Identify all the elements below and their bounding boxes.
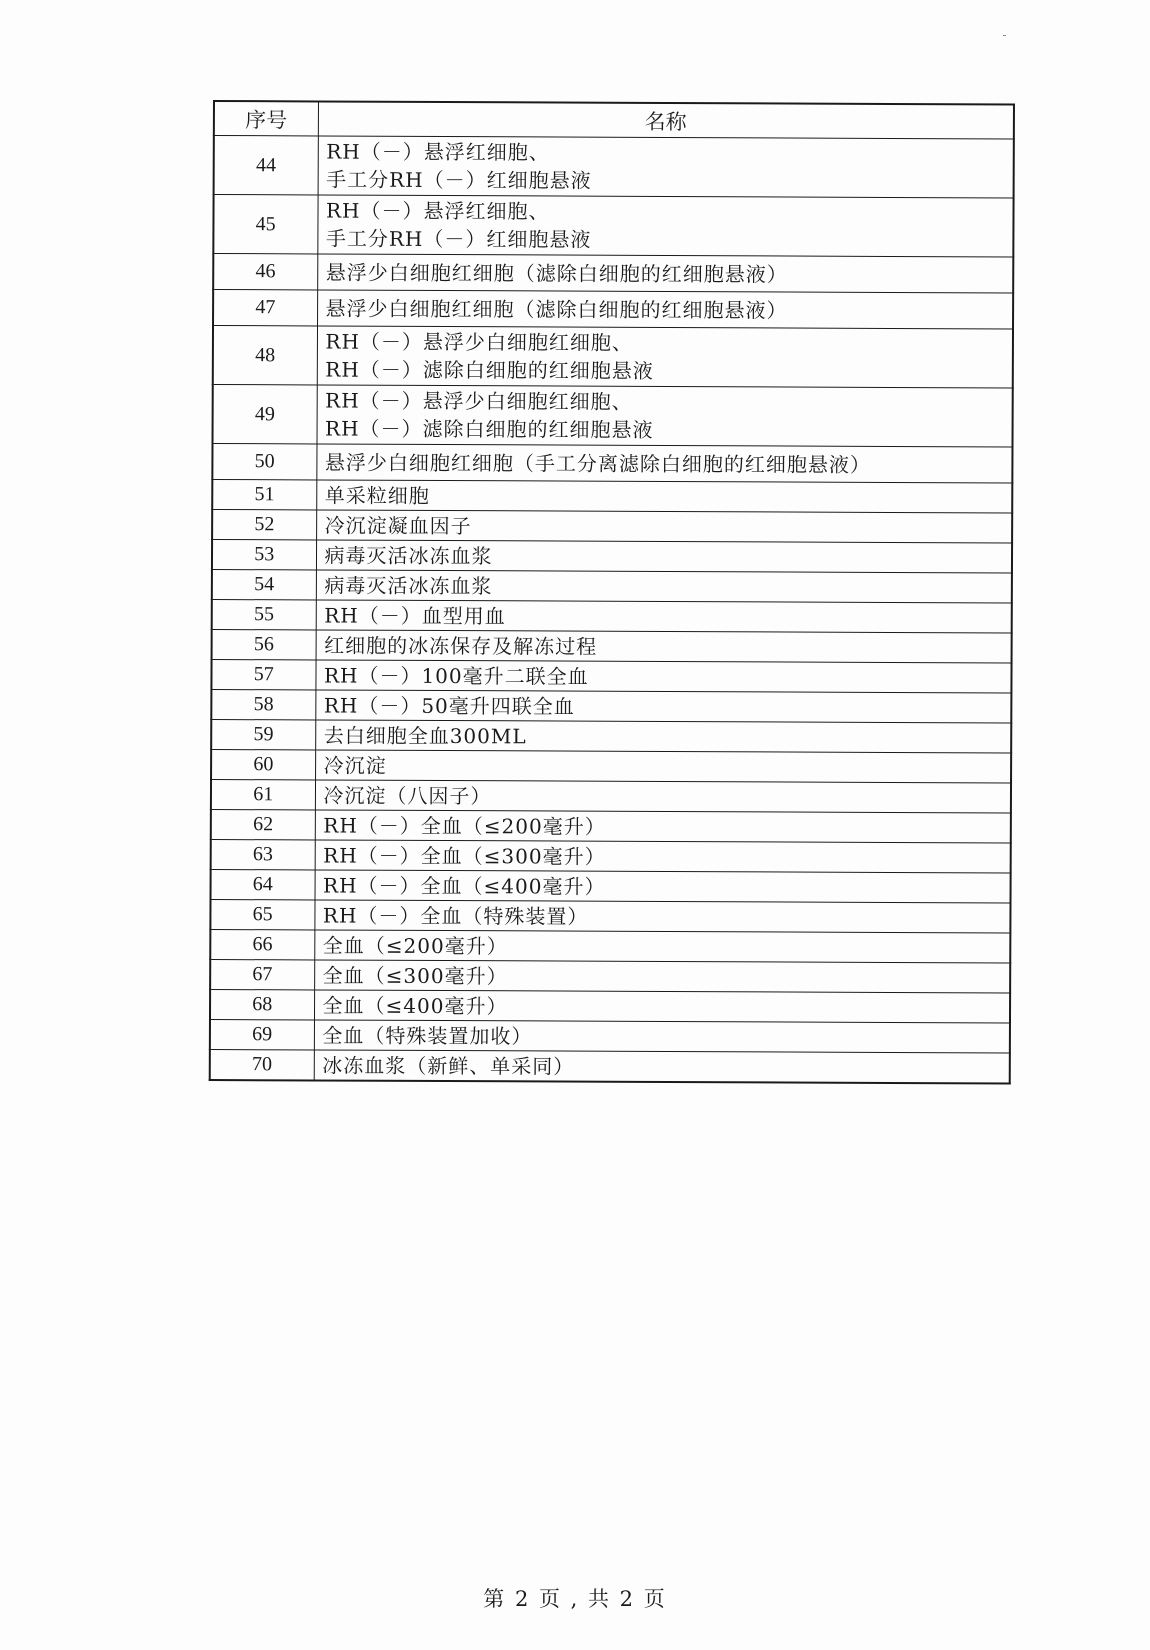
row-product-name <box>315 690 1011 723</box>
row-product-name <box>316 480 1012 513</box>
row-serial-number: 49 <box>213 385 317 444</box>
table-row <box>210 989 1010 1022</box>
table-row <box>210 1049 1010 1083</box>
row-serial-number: 67 <box>210 959 314 989</box>
product-name-line: 手工分RH（－）红细胞悬液 <box>325 226 592 252</box>
row-serial-number: 57 <box>211 659 315 689</box>
row-serial-number: 53 <box>212 540 316 570</box>
row-serial-number: 59 <box>211 719 315 749</box>
row-product-name <box>314 1020 1010 1053</box>
product-name-line: 悬浮少白细胞红细胞（滤除白细胞的红细胞悬液） <box>325 295 788 323</box>
table-row <box>210 959 1010 992</box>
row-product-name <box>315 780 1011 813</box>
row-product-name <box>317 385 1013 447</box>
table-row <box>212 569 1012 602</box>
table-header <box>214 101 1014 139</box>
table-row <box>212 599 1012 632</box>
row-product-name <box>316 570 1012 603</box>
product-name-line: 全血（≤300毫升） <box>322 962 508 988</box>
table-row <box>210 899 1010 932</box>
row-product-name <box>316 630 1012 663</box>
row-product-name <box>317 290 1013 329</box>
row-serial-number: 58 <box>211 689 315 719</box>
product-name-line: RH（－）滤除白细胞的红细胞悬液 <box>325 416 654 442</box>
product-name-line: 全血（≤200毫升） <box>322 932 508 958</box>
product-name-line: RH（－）悬浮红细胞、 <box>325 198 550 224</box>
row-serial-number: 62 <box>211 809 315 839</box>
row-serial-number: 51 <box>212 480 316 510</box>
table-row <box>212 629 1012 662</box>
product-name-line: 冰冻血浆（新鲜、单采同） <box>322 1052 575 1079</box>
product-name-line: RH（－）全血（≤200毫升） <box>323 812 606 839</box>
row-product-name <box>314 990 1010 1023</box>
row-product-name <box>317 254 1013 293</box>
row-serial-number: 50 <box>212 444 316 480</box>
product-name-line: 全血（特殊装置加收） <box>322 1022 533 1048</box>
header-serial-number: 序号 <box>214 101 318 136</box>
row-product-name <box>314 900 1010 933</box>
table-row <box>210 929 1010 962</box>
product-name-line: 病毒灭活冰冻血浆 <box>324 542 493 568</box>
product-name-line: RH（－）全血（≤300毫升） <box>323 842 606 869</box>
table-row <box>211 779 1011 812</box>
product-name-line: 悬浮少白细胞红细胞（手工分离滤除白细胞的红细胞悬液） <box>324 449 871 477</box>
product-name-line: RH（－）全血（特殊装置） <box>322 902 589 929</box>
product-name-line: RH（－）100毫升二联全血 <box>323 662 589 689</box>
table-row <box>211 809 1011 842</box>
product-name-line: RH（－）50毫升四联全血 <box>323 692 575 719</box>
row-serial-number: 55 <box>212 599 316 629</box>
scan-speck <box>1003 35 1006 36</box>
product-name-line: 红细胞的冰冻保存及解冻过程 <box>324 632 598 659</box>
product-name-line: 单采粒细胞 <box>324 482 430 508</box>
table-row <box>211 689 1011 722</box>
row-serial-number: 60 <box>211 749 315 779</box>
row-serial-number: 70 <box>210 1049 314 1080</box>
row-product-name <box>316 444 1012 483</box>
table-row <box>212 510 1012 543</box>
product-name-line: 冷沉淀 <box>323 752 387 778</box>
table-row <box>212 480 1012 513</box>
table-body <box>210 136 1014 1084</box>
table-row <box>213 290 1013 329</box>
row-serial-number: 52 <box>212 510 316 540</box>
row-product-name <box>315 810 1011 843</box>
row-product-name <box>316 540 1012 573</box>
row-product-name <box>315 720 1011 753</box>
row-serial-number: 54 <box>212 569 316 599</box>
product-name-line: 手工分RH（－）红细胞悬液 <box>326 167 592 193</box>
table-container <box>209 100 1013 1084</box>
row-product-name <box>317 195 1013 257</box>
row-serial-number: 47 <box>213 290 317 326</box>
product-name-line: RH（－）血型用血 <box>324 602 506 628</box>
table-row <box>213 385 1013 447</box>
product-name-line: 病毒灭活冰冻血浆 <box>324 572 493 598</box>
table-row <box>211 719 1011 752</box>
row-product-name <box>315 660 1011 693</box>
table-row <box>210 1019 1010 1052</box>
row-serial-number: 64 <box>211 869 315 899</box>
row-product-name <box>316 510 1012 543</box>
row-serial-number: 44 <box>214 136 318 195</box>
product-name-line: RH（－）悬浮少白细胞红细胞、 <box>325 388 633 414</box>
row-serial-number: 68 <box>210 989 314 1019</box>
product-name-line: RH（－）悬浮红细胞、 <box>326 139 550 165</box>
page-number-footer: 第 2 页 , 共 2 页 <box>483 1587 667 1611</box>
product-name-line: 全血（≤400毫升） <box>322 992 508 1018</box>
row-product-name <box>317 326 1013 388</box>
row-product-name <box>315 840 1011 873</box>
product-name-line: 冷沉淀（八因子） <box>323 782 492 808</box>
header-name: 名称 <box>318 101 1014 139</box>
table-row <box>212 540 1012 573</box>
table-row <box>212 444 1012 483</box>
table-row <box>211 659 1011 692</box>
product-name-line: RH（－）悬浮少白细胞红细胞、 <box>325 329 633 355</box>
row-product-name <box>315 870 1011 903</box>
row-serial-number: 69 <box>210 1019 314 1049</box>
row-serial-number: 45 <box>213 195 317 254</box>
row-product-name <box>314 1050 1010 1084</box>
row-serial-number: 46 <box>213 254 317 290</box>
row-product-name <box>316 600 1012 633</box>
row-serial-number: 48 <box>213 326 317 385</box>
row-serial-number: 65 <box>210 899 314 929</box>
table-row <box>213 195 1013 257</box>
row-product-name <box>315 750 1011 783</box>
table-row <box>211 839 1011 872</box>
table-row <box>211 869 1011 902</box>
row-serial-number: 63 <box>211 839 315 869</box>
row-serial-number: 66 <box>210 929 314 959</box>
table-row <box>214 136 1014 198</box>
row-serial-number: 61 <box>211 779 315 809</box>
product-name-line: 冷沉淀凝血因子 <box>324 512 472 538</box>
table-row <box>213 254 1013 293</box>
table-row <box>213 326 1013 388</box>
product-name-line: RH（－）全血（≤400毫升） <box>323 872 606 899</box>
row-serial-number: 56 <box>212 629 316 659</box>
blood-products-table <box>209 100 1015 1084</box>
product-name-line: 去白细胞全血300ML <box>323 722 527 748</box>
table-row <box>211 749 1011 782</box>
product-name-line: RH（－）滤除白细胞的红细胞悬液 <box>325 357 654 383</box>
row-product-name <box>318 136 1014 198</box>
row-product-name <box>314 960 1010 993</box>
product-name-line: 悬浮少白细胞红细胞（滤除白细胞的红细胞悬液） <box>325 259 788 287</box>
row-product-name <box>314 930 1010 963</box>
